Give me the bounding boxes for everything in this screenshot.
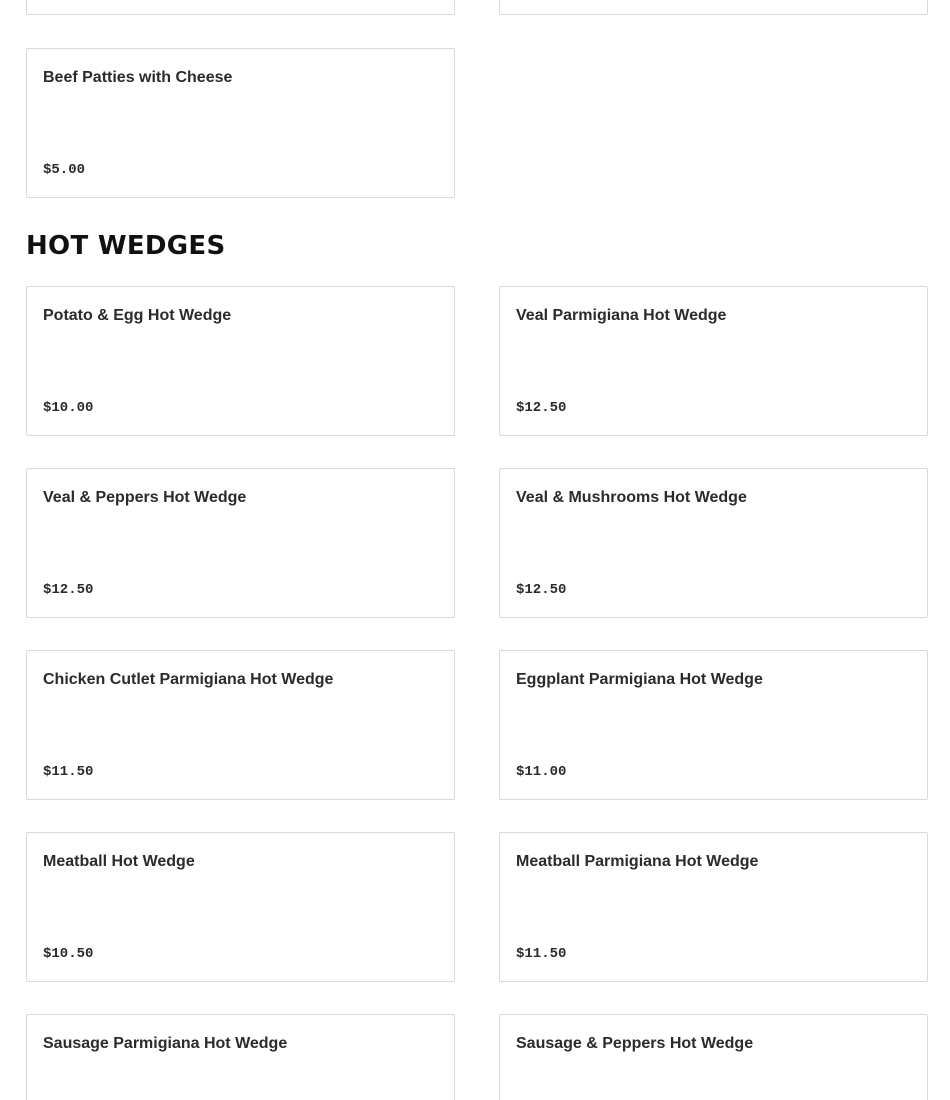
menu-item-card[interactable] xyxy=(499,832,928,982)
menu-item-card[interactable] xyxy=(26,286,455,436)
menu-item-price: $11.50 xyxy=(516,946,567,962)
menu-item-price: $11.50 xyxy=(43,764,94,780)
section-title: HOT WEDGES xyxy=(26,231,226,261)
menu-item-card-partial[interactable] xyxy=(499,0,928,15)
menu-item-name: Sausage Parmigiana Hot Wedge xyxy=(43,1035,288,1052)
menu-item-name: Beef Patties with Cheese xyxy=(43,69,233,86)
menu-item-card[interactable] xyxy=(499,286,928,436)
menu-item-name: Potato & Egg Hot Wedge xyxy=(43,307,232,324)
menu-item-name: Chicken Cutlet Parmigiana Hot Wedge xyxy=(43,671,334,688)
menu-item-price: $12.50 xyxy=(516,400,567,416)
menu-item-card-partial[interactable] xyxy=(26,0,455,15)
menu-item-price: $10.50 xyxy=(43,946,94,962)
menu-item-name: Veal & Mushrooms Hot Wedge xyxy=(516,489,747,506)
menu-item-name: Veal Parmigiana Hot Wedge xyxy=(516,307,727,324)
menu-item-price: $10.00 xyxy=(43,400,94,416)
menu-item-card[interactable] xyxy=(499,650,928,800)
menu-item-card[interactable] xyxy=(26,48,455,198)
menu-item-name: Meatball Parmigiana Hot Wedge xyxy=(516,853,759,870)
menu-item-name: Eggplant Parmigiana Hot Wedge xyxy=(516,671,763,688)
menu-item-name: Meatball Hot Wedge xyxy=(43,853,195,870)
menu-item-card[interactable] xyxy=(26,650,455,800)
menu-item-price: $11.00 xyxy=(516,764,567,780)
menu-item-card[interactable] xyxy=(26,1014,455,1100)
menu-item-card[interactable] xyxy=(26,832,455,982)
menu-item-card[interactable] xyxy=(499,468,928,618)
menu-item-name: Veal & Peppers Hot Wedge xyxy=(43,489,247,506)
menu-item-price: $12.50 xyxy=(43,582,94,598)
menu-item-name: Sausage & Peppers Hot Wedge xyxy=(516,1035,754,1052)
menu-item-card[interactable] xyxy=(26,468,455,618)
menu-item-price: $5.00 xyxy=(43,162,86,178)
menu-item-card[interactable] xyxy=(499,1014,928,1100)
menu-item-price: $12.50 xyxy=(516,582,567,598)
